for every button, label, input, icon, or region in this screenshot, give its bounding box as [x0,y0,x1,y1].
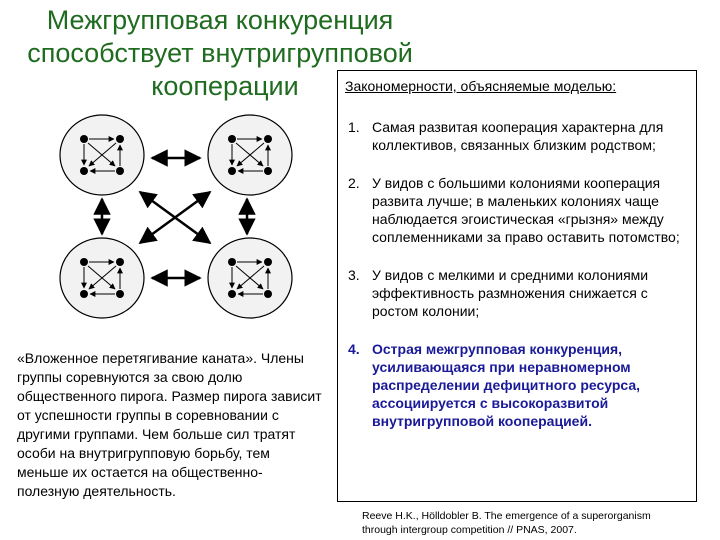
pattern-item-2 [348,174,686,246]
group-bottom-right [208,238,292,318]
pattern-text: У видов с большими колониями кооперация развита лучше; в маленьких колониях чаще наблюдается эгоистическая «грызня» между соплеменниками за право оставить потомство; [372,175,680,245]
pattern-item-1 [348,118,686,154]
pattern-number: 1. [348,119,360,135]
pattern-text: Самая развитая кооперация характерна для коллективов, связанных близким родством; [372,119,664,153]
pattern-item-4 [348,340,686,430]
group-competition-diagram [50,100,300,330]
title-line-3: кооперации [151,71,299,101]
title-line-2: способствует внутригрупповой [27,38,413,68]
reference [362,509,712,537]
pattern-number: 3. [348,267,360,283]
tug-of-war-description: «Вложенное перетягивание каната». Члены группы соревнуются за свою долю общественного пирога. Размер пирога зависит от успешности группы в соревновании с другими группами. Чем больше сил тратят особи на внутригрупповую борьбу, тем меньше их остается на общественно-полезную деятельность. [17,350,322,499]
reference-line-2: through intergroup competition // PNAS, 2007. [362,524,577,536]
pattern-text: Острая межгрупповая конкуренция, усиливающаяся при неравномерном распределении дефицитного ресурса, ассоциируется с высокоразвитой внутригрупповой кооперацией. [372,341,641,429]
title-line-1: Межгрупповая конкуренция [46,5,394,35]
group-top-right [208,115,292,195]
pattern-number: 4. [348,341,360,357]
reference-line-1: Reeve H.K., Hölldobler B. The emergence of a superorganism [362,510,651,522]
pattern-number: 2. [348,175,360,191]
patterns-panel [337,70,697,502]
pattern-text: У видов с мелкими и средними колониями эффективность размножения снижается с ростом колонии; [372,267,649,319]
pattern-item-3 [348,266,686,320]
group-top-left [60,115,144,195]
group-bottom-left [60,238,144,318]
panel-heading: Закономерности, объясняемые моделью: [345,78,617,94]
